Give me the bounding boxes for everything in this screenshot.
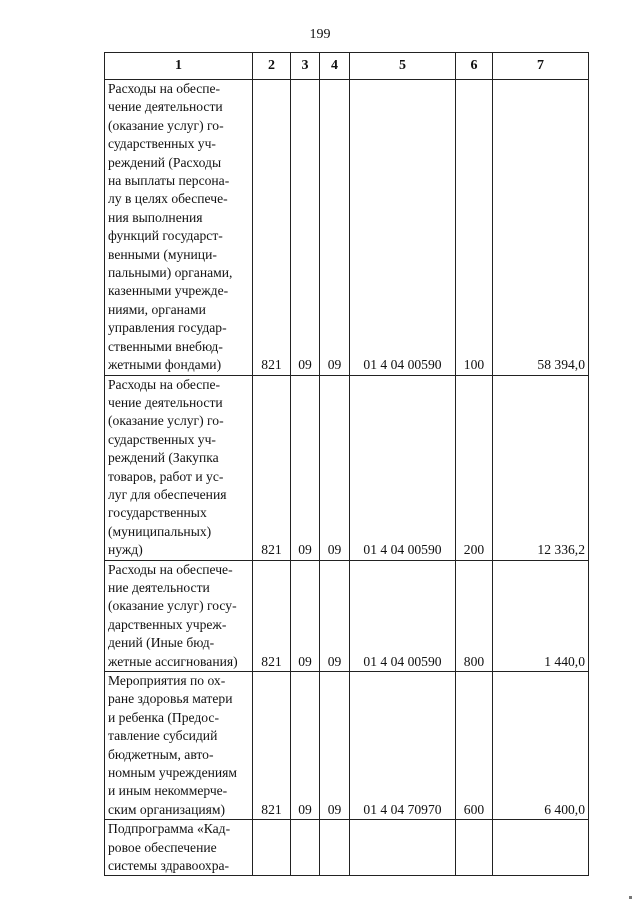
row-subsection-code: 09 [320,560,350,671]
row-section-code: 09 [291,672,320,820]
table-row [105,80,589,376]
row-target-article: 01 4 04 00590 [350,80,456,376]
row-section-code: 09 [291,375,320,560]
row-amount: 12 336,2 [493,375,589,560]
row-ministry-code: 821 [253,672,291,820]
row-ministry-code: 821 [253,80,291,376]
row-description: Расходы на обеспе- чение деятельности (оказание услуг) го- сударственных уч- реждений (Закупка товаров, работ и ус- луг для обеспечения государственных (муниципальных) нужд) [105,375,253,560]
page-number: 199 [309,27,331,42]
row-ministry-code: 821 [253,375,291,560]
row-section-code: 09 [291,80,320,376]
row-amount: 6 400,0 [493,672,589,820]
header-col-4: 4 [320,53,350,80]
header-col-3: 3 [291,53,320,80]
table-row [105,375,589,560]
row-description: Подпрограмма «Кад- ровое обеспечение системы здравоохра- [105,820,253,876]
row-section-code: 09 [291,560,320,671]
row-section-code [291,820,320,876]
row-amount: 1 440,0 [493,560,589,671]
header-col-2: 2 [253,53,291,80]
header-col-6: 6 [456,53,493,80]
row-description: Мероприятия по ох- ране здоровья матери и ребенка (Предос- тавление субсидий бюджетным, авто- номным учреждениям и иным некоммерче- ским организациям) [105,672,253,820]
row-description: Расходы на обеспече- ние деятельности (оказание услуг) госу- дарственных учреж- дений (Иные бюд- жетные ассигнования) [105,560,253,671]
row-ministry-code: 821 [253,560,291,671]
row-subsection-code: 09 [320,375,350,560]
table-row [105,672,589,820]
row-ministry-code [253,820,291,876]
row-subsection-code [320,820,350,876]
row-expense-type: 100 [456,80,493,376]
row-expense-type: 600 [456,672,493,820]
row-target-article: 01 4 04 00590 [350,375,456,560]
budget-table [104,52,589,876]
table-row [105,820,589,876]
row-expense-type: 200 [456,375,493,560]
row-expense-type: 800 [456,560,493,671]
scan-dot [629,896,632,899]
row-target-article: 01 4 04 70970 [350,672,456,820]
row-description: Расходы на обеспе- чение деятельности (оказание услуг) го- сударственных уч- реждений (Расходы на выплаты персона- лу в целях обеспече- ния выполнения функций государст- венными (муници- пальными) органами, казенными учрежде- ниями, органами управления государ- ственными внебюд- жетными фондами) [105,80,253,376]
table-header-row [105,53,589,80]
row-subsection-code: 09 [320,672,350,820]
header-col-1: 1 [105,53,253,80]
row-subsection-code: 09 [320,80,350,376]
row-target-article: 01 4 04 00590 [350,560,456,671]
table-row [105,560,589,671]
row-amount [493,820,589,876]
header-col-5: 5 [350,53,456,80]
row-expense-type [456,820,493,876]
header-col-7: 7 [493,53,589,80]
row-amount: 58 394,0 [493,80,589,376]
row-target-article [350,820,456,876]
